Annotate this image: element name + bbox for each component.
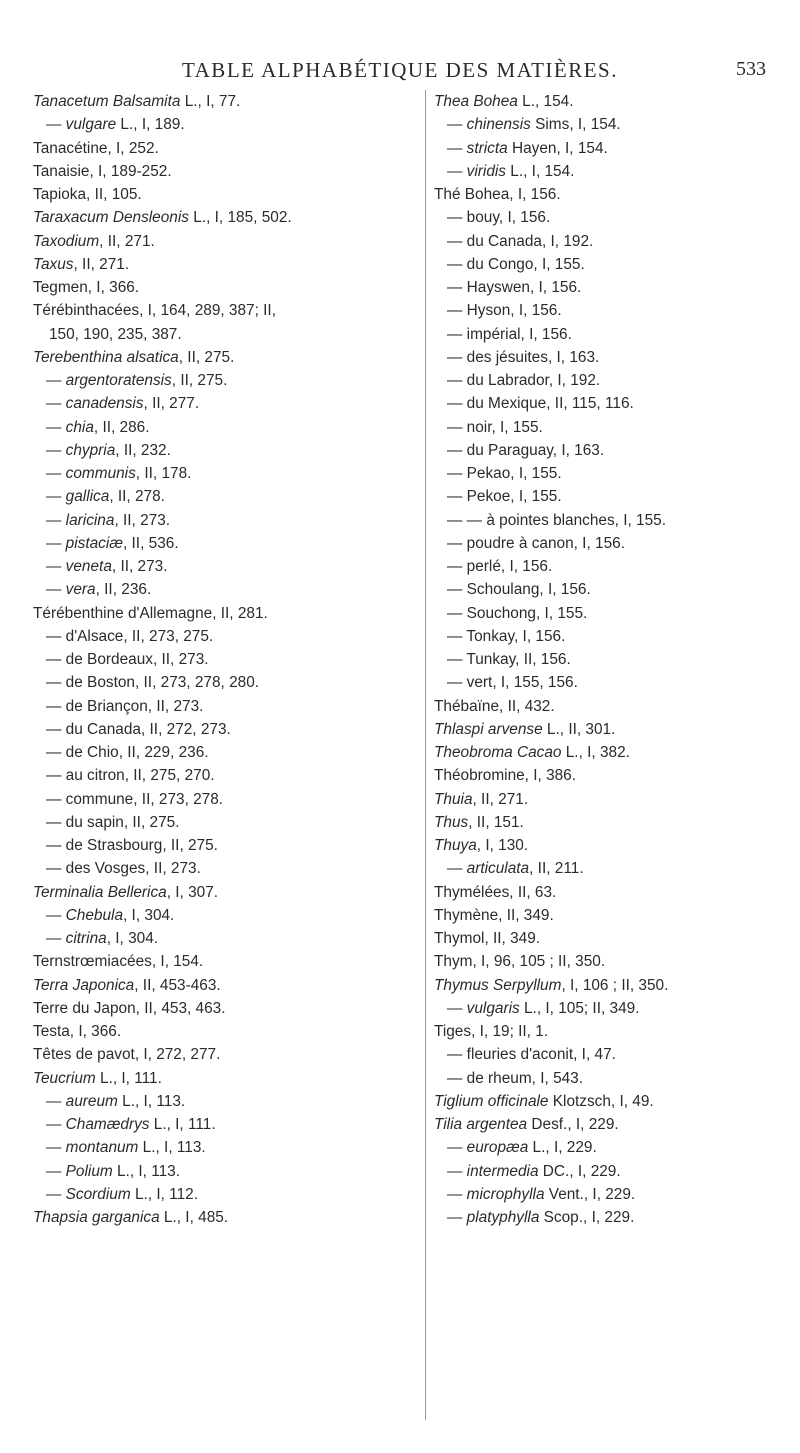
index-entry: [434, 532, 796, 555]
index-entry: [434, 648, 796, 671]
entry-reference: — du Labrador, I, 192.: [447, 372, 601, 389]
entry-reference: — fleuries d'aconit, I, 47.: [447, 1046, 616, 1064]
entry-term: — gallica: [46, 488, 110, 506]
entry-reference: — Tonkay, I, 156.: [447, 627, 566, 645]
index-entry: [33, 323, 428, 346]
entry-term: — viridis: [447, 162, 506, 180]
entry-reference: — vert, I, 155, 156.: [447, 674, 578, 692]
index-entry: [33, 718, 428, 741]
entry-term: — microphylla: [447, 1185, 545, 1203]
entry-term: Terra Japonica: [33, 976, 135, 994]
entry-reference: , II, 277.: [143, 395, 200, 413]
index-entry: [434, 299, 796, 322]
entry-reference: Hayen, I, 154.: [507, 139, 608, 157]
index-entry: [33, 648, 428, 671]
index-entry: [33, 695, 428, 718]
entry-term: Tanacetum Balsamita: [33, 93, 181, 110]
entry-term: — chypria: [46, 441, 116, 459]
index-entry: [33, 602, 428, 625]
index-entry: [33, 671, 428, 694]
entry-reference: — du Canada, I, 192.: [447, 232, 594, 250]
index-entry: [33, 462, 428, 485]
entry-reference: L., 154.: [517, 93, 574, 110]
index-entry: [434, 671, 796, 694]
index-entry: [434, 137, 796, 160]
index-entry: [33, 1020, 428, 1043]
index-entry: [434, 764, 796, 787]
entry-reference: Têtes de pavot, I, 272, 277.: [33, 1046, 221, 1064]
entry-term: Tiglium officinale: [434, 1092, 549, 1110]
index-entry: [434, 788, 796, 811]
entry-reference: , II, 275.: [171, 372, 228, 389]
entry-reference: — de Boston, II, 273, 278, 280.: [46, 674, 260, 692]
entry-reference: — Pekoe, I, 155.: [447, 488, 562, 506]
entry-term: — montanum: [46, 1139, 139, 1157]
column-divider: [425, 90, 426, 1420]
index-entry: [434, 416, 796, 439]
entry-reference: L., II, 301.: [542, 720, 616, 738]
index-entry: [434, 997, 796, 1020]
index-entry: [434, 1067, 796, 1090]
page-title: TABLE ALPHABÉTIQUE DES MATIÈRES.: [182, 58, 618, 82]
index-entry: [434, 1113, 796, 1136]
entry-term: — canadensis: [46, 395, 144, 413]
entry-term: Thus: [434, 813, 469, 831]
index-entry: [434, 881, 796, 904]
index-entry: [33, 369, 428, 392]
index-entry: [33, 230, 428, 253]
entry-term: Thymus Serpyllum: [434, 976, 562, 994]
entry-reference: Thé Bohea, I, 156.: [434, 186, 561, 203]
index-entry: [434, 509, 796, 532]
index-entry: [33, 904, 428, 927]
index-entry: [33, 509, 428, 532]
entry-reference: Ternstrœmiacées, I, 154.: [33, 953, 204, 971]
entry-reference: — au citron, II, 275, 270.: [46, 767, 215, 785]
entry-term: — europæa: [447, 1139, 529, 1157]
index-entry: [434, 1090, 796, 1113]
entry-reference: , II, 273.: [111, 558, 168, 575]
entry-term: Thea Bohea: [434, 93, 518, 110]
entry-reference: — du Mexique, II, 115, 116.: [447, 395, 634, 413]
entry-reference: , I, 307.: [166, 883, 219, 901]
entry-term: — Chamædrys: [46, 1116, 150, 1133]
entry-reference: — du Canada, II, 272, 273.: [46, 720, 231, 738]
entry-reference: — Tunkay, II, 156.: [447, 651, 571, 668]
entry-term: Taxus: [33, 255, 74, 273]
index-entry: [434, 253, 796, 276]
index-entry: [33, 1160, 428, 1183]
entry-reference: Vent., I, 229.: [544, 1185, 636, 1203]
entry-term: — vulgaris: [447, 999, 520, 1017]
entry-reference: DC., I, 229.: [538, 1162, 621, 1180]
entry-reference: Tapioka, II, 105.: [33, 186, 142, 203]
index-entry: [434, 1206, 796, 1229]
index-entry: [434, 811, 796, 834]
entry-reference: , II, 232.: [115, 441, 171, 459]
entry-term: — articulata: [447, 860, 530, 878]
index-entry: [434, 1043, 796, 1066]
entry-reference: — de Chio, II, 229, 236.: [46, 744, 209, 761]
entry-reference: — des Vosges, II, 273.: [46, 860, 201, 878]
entry-reference: , II, 271.: [73, 255, 130, 273]
index-entry: [33, 997, 428, 1020]
entry-reference: , II, 151.: [468, 813, 524, 831]
index-entry: [434, 950, 796, 973]
index-entry: [33, 1043, 428, 1066]
index-entry: [33, 788, 428, 811]
entry-reference: , II, 211.: [529, 860, 584, 878]
entry-reference: — Hyson, I, 156.: [447, 302, 562, 320]
index-entry: [434, 718, 796, 741]
index-entry: [33, 857, 428, 880]
index-entry: [434, 113, 796, 136]
index-entry: [33, 1183, 428, 1206]
index-entry: [33, 416, 428, 439]
entry-reference: Scop., I, 229.: [539, 1209, 635, 1226]
entry-term: — chia: [46, 418, 94, 436]
index-entry: [434, 160, 796, 183]
entry-reference: — des jésuites, I, 163.: [447, 348, 600, 366]
entry-reference: — Souchong, I, 155.: [447, 604, 588, 622]
index-entry: [434, 485, 796, 508]
entry-reference: , I, 304.: [106, 930, 159, 947]
index-entry: [434, 369, 796, 392]
entry-reference: , II, 278.: [109, 488, 165, 506]
entry-reference: Terre du Japon, II, 453, 463.: [33, 999, 226, 1017]
index-entry: [434, 276, 796, 299]
index-entry: [33, 927, 428, 950]
index-entry: [434, 904, 796, 927]
index-entry: [434, 323, 796, 346]
entry-reference: — poudre à canon, I, 156.: [447, 534, 625, 552]
entry-term: — communis: [46, 465, 136, 482]
entry-reference: — Hayswen, I, 156.: [447, 279, 582, 296]
index-entry: [33, 741, 428, 764]
entry-reference: Théobromine, I, 386.: [434, 767, 577, 785]
index-column-left: [33, 90, 428, 1229]
index-entry: [33, 1136, 428, 1159]
entry-reference: , II, 273.: [114, 511, 171, 529]
entry-reference: L., I, 189.: [116, 116, 185, 134]
index-entry: [434, 1020, 796, 1043]
index-entry: [33, 299, 428, 322]
index-entry: [33, 811, 428, 834]
index-entry: [33, 276, 428, 299]
entry-reference: , II, 286.: [93, 418, 150, 436]
index-entry: [33, 90, 428, 113]
entry-reference: , II, 275.: [178, 348, 235, 366]
entry-reference: — Schoulang, I, 156.: [447, 581, 591, 599]
index-entry: [434, 578, 796, 601]
entry-term: — vulgare: [46, 116, 117, 134]
entry-reference: , I, 130.: [476, 837, 529, 854]
index-entry: [33, 439, 428, 462]
entry-reference: L., I, 112.: [130, 1185, 198, 1203]
entry-term: — pistaciæ: [46, 534, 123, 552]
entry-term: Thuia: [434, 790, 473, 808]
page-header: [0, 58, 800, 88]
index-entry: [33, 555, 428, 578]
entry-reference: Térébenthine d'Allemagne, II, 281.: [33, 604, 268, 622]
entry-term: — stricta: [447, 139, 508, 157]
index-entry: [33, 183, 428, 206]
entry-reference: — du sapin, II, 275.: [46, 813, 180, 831]
entry-reference: — du Paraguay, I, 163.: [447, 441, 605, 459]
entry-reference: , II, 453-463.: [134, 976, 221, 994]
entry-reference: — commune, II, 273, 278.: [46, 790, 224, 808]
index-entry: [434, 230, 796, 253]
index-entry: [33, 578, 428, 601]
entry-reference: Tanaisie, I, 189-252.: [33, 162, 172, 180]
entry-term: Thlaspi arvense: [434, 720, 543, 738]
entry-reference: Tiges, I, 19; II, 1.: [434, 1023, 549, 1040]
entry-term: — Polium: [46, 1162, 113, 1180]
entry-term: Theobroma Cacao: [434, 744, 562, 761]
index-entry: [434, 206, 796, 229]
index-entry: [33, 137, 428, 160]
entry-reference: — impérial, I, 156.: [447, 325, 572, 343]
index-entry: [33, 950, 428, 973]
entry-reference: L., I, 185, 502.: [188, 209, 292, 227]
entry-term: — chinensis: [447, 116, 531, 134]
index-entry: [434, 392, 796, 415]
entry-reference: L., I, 382.: [561, 744, 630, 761]
index-entry: [434, 346, 796, 369]
entry-reference: L., I, 485.: [159, 1209, 229, 1226]
entry-reference: , II, 271.: [472, 790, 529, 808]
entry-term: — veneta: [46, 558, 112, 575]
index-entry: [33, 1090, 428, 1113]
page-number: 533: [736, 58, 766, 80]
entry-term: Taxodium: [33, 232, 100, 250]
entry-reference: — noir, I, 155.: [447, 418, 543, 436]
index-entry: [33, 206, 428, 229]
index-entry: [434, 625, 796, 648]
index-entry: [33, 625, 428, 648]
entry-reference: Klotzsch, I, 49.: [548, 1092, 654, 1110]
entry-term: — citrina: [46, 930, 107, 947]
entry-term: — Chebula: [46, 906, 123, 924]
entry-term: — aureum: [46, 1092, 118, 1110]
entry-reference: L., I, 154.: [506, 162, 575, 180]
index-entry: [33, 974, 428, 997]
index-entry: [434, 974, 796, 997]
index-entry: [434, 1183, 796, 1206]
entry-reference: Thymélées, II, 63.: [434, 883, 557, 901]
entry-reference: L., I, 229.: [528, 1139, 597, 1157]
entry-reference: L., I, 113.: [117, 1092, 186, 1110]
entry-reference: Thébaïne, II, 432.: [434, 697, 555, 715]
index-entry: [434, 695, 796, 718]
index-entry: [434, 462, 796, 485]
entry-reference: — de Briançon, II, 273.: [46, 697, 204, 715]
index-entry: [33, 346, 428, 369]
entry-reference: Desf., I, 229.: [527, 1116, 619, 1133]
entry-reference: — — à pointes blanches, I, 155.: [447, 511, 667, 529]
entry-reference: — perlé, I, 156.: [447, 558, 553, 575]
entry-term: — argentoratensis: [46, 372, 172, 389]
index-entry: [33, 253, 428, 276]
entry-reference: — du Congo, I, 155.: [447, 255, 585, 273]
index-entry: [33, 485, 428, 508]
entry-reference: , I, 106 ; II, 350.: [561, 976, 669, 994]
index-entry: [434, 857, 796, 880]
entry-reference: L., I, 105; II, 349.: [519, 999, 640, 1017]
entry-reference: L., I, 77.: [180, 93, 241, 110]
entry-term: Taraxacum Densleonis: [33, 209, 189, 227]
entry-reference: Térébinthacées, I, 164, 289, 387; II,: [33, 302, 276, 320]
entry-reference: — Pekao, I, 155.: [447, 465, 562, 482]
entry-reference: , I, 304.: [123, 906, 175, 924]
index-entry: [33, 1067, 428, 1090]
entry-reference: , II, 236.: [95, 581, 152, 599]
entry-reference: Testa, I, 366.: [33, 1023, 122, 1040]
index-entry: [33, 764, 428, 787]
entry-term: Tilia argentea: [434, 1116, 528, 1133]
index-entry: [434, 741, 796, 764]
entry-term: Terminalia Bellerica: [33, 883, 167, 901]
index-entry: [434, 927, 796, 950]
index-entry: [434, 1160, 796, 1183]
entry-reference: — de rheum, I, 543.: [447, 1069, 584, 1087]
entry-term: — laricina: [46, 511, 115, 529]
entry-term: — intermedia: [447, 1162, 539, 1180]
entry-reference: 150, 190, 235, 387.: [49, 325, 182, 343]
entry-term: Thapsia garganica: [33, 1209, 160, 1226]
index-entry: [33, 881, 428, 904]
index-entry: [434, 602, 796, 625]
index-entry: [33, 1206, 428, 1229]
entry-reference: Thymol, II, 349.: [434, 930, 541, 947]
index-entry: [33, 1113, 428, 1136]
index-entry: [33, 160, 428, 183]
index-entry: [434, 439, 796, 462]
entry-term: Thuya: [434, 837, 477, 854]
index-entry: [434, 1136, 796, 1159]
entry-reference: L., I, 111.: [149, 1116, 216, 1133]
entry-reference: — d'Alsace, II, 273, 275.: [46, 627, 214, 645]
entry-reference: , II, 178.: [135, 465, 192, 482]
entry-term: — platyphylla: [447, 1209, 540, 1226]
entry-reference: L., I, 113.: [112, 1162, 181, 1180]
entry-reference: Tanacétine, I, 252.: [33, 139, 159, 157]
index-entry: [33, 113, 428, 136]
index-entry: [434, 90, 796, 113]
entry-term: — vera: [46, 581, 96, 599]
index-entry: [33, 392, 428, 415]
entry-term: Terebenthina alsatica: [33, 348, 179, 366]
entry-reference: L., I, 113.: [138, 1139, 206, 1157]
entry-reference: L., I, 111.: [95, 1069, 162, 1087]
entry-term: Teucrium: [33, 1069, 96, 1087]
entry-reference: Tegmen, I, 366.: [33, 279, 140, 296]
entry-term: — Scordium: [46, 1185, 131, 1203]
index-entry: [33, 834, 428, 857]
entry-reference: — bouy, I, 156.: [447, 209, 551, 227]
entry-reference: Thym, I, 96, 105 ; II, 350.: [434, 953, 606, 971]
index-entry: [434, 555, 796, 578]
index-entry: [434, 834, 796, 857]
index-entry: [33, 532, 428, 555]
entry-reference: , II, 536.: [122, 534, 179, 552]
entry-reference: — de Strasbourg, II, 275.: [46, 837, 218, 854]
entry-reference: Thymène, II, 349.: [434, 906, 554, 924]
entry-reference: — de Bordeaux, II, 273.: [46, 651, 209, 668]
entry-reference: , II, 271.: [99, 232, 155, 250]
index-column-right: [434, 90, 796, 1229]
index-entry: [434, 183, 796, 206]
entry-reference: Sims, I, 154.: [530, 116, 621, 134]
